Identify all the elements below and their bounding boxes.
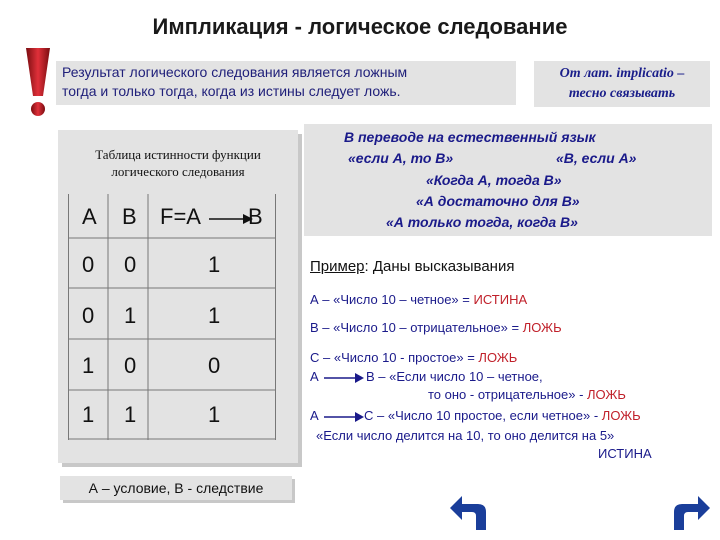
statement-d-text: «Если число делится на 10, то оно делится на 5» (316, 428, 615, 443)
header-a: A (82, 204, 97, 229)
statement-a-text: А – «Число 10 – четное» = (310, 292, 474, 307)
cell-r4-f: 1 (208, 402, 221, 427)
example-heading-rest: : Даны высказывания (364, 258, 515, 275)
cell-r1-b: 0 (124, 252, 137, 277)
statement-c-value: ЛОЖЬ (478, 350, 518, 365)
truth-table-caption (60, 146, 296, 180)
statement-c-text: С – «Число 10 - простое» = (310, 350, 479, 365)
translation-line-5: «А только тогда, когда В» (386, 214, 578, 230)
truth-table-grid (68, 194, 276, 440)
statement-ab-value: ЛОЖЬ (587, 387, 626, 402)
statement-a-value: ИСТИНА (473, 292, 528, 307)
statement-c (310, 350, 517, 365)
header-b: B (122, 204, 137, 229)
implication-arrow-icon (209, 212, 253, 226)
rule-text-1: Результат логического следования является ложным (62, 64, 408, 80)
cell-r3-f: 0 (208, 353, 221, 378)
translation-box (304, 124, 712, 236)
example-heading-label: Пример (310, 258, 365, 275)
latin-line-2: тесно связывать (568, 86, 676, 101)
statement-ac-text: С – «Число 10 простое, если четное» - (364, 408, 602, 423)
statement-d-value: ИСТИНА (598, 446, 652, 461)
header-f: F=A (160, 204, 201, 229)
statement-ab-a: А (310, 369, 319, 384)
implication-arrow-icon (324, 411, 364, 423)
forward-arrow-icon[interactable] (672, 492, 712, 532)
header-b2: B (248, 204, 263, 229)
page-title: Импликация - логическое следование (152, 14, 568, 39)
latin-line-1: От лат. implicatio – (559, 66, 685, 81)
implication-arrow-icon (324, 372, 364, 384)
statement-a (310, 292, 527, 307)
translation-line-2b: «В, если А» (556, 150, 637, 166)
statement-ac-value: ЛОЖЬ (601, 408, 641, 423)
exclamation-icon (18, 42, 58, 122)
statement-ac-a: А (310, 408, 319, 423)
cell-r1-f: 1 (208, 252, 221, 277)
cell-r2-f: 1 (208, 303, 221, 328)
statement-ab-line2 (428, 387, 626, 402)
cell-r3-a: 1 (82, 353, 95, 378)
cell-r2-b: 1 (124, 303, 137, 328)
latin-origin-box (534, 61, 710, 107)
rule-text-2: тогда и только тогда, когда из истины следует ложь. (62, 83, 401, 99)
statement-b (310, 320, 562, 335)
example-heading (310, 258, 514, 275)
translation-line-2a: «если А, то В» (348, 150, 454, 166)
statement-ab-text2: то оно - отрицательное» - (428, 387, 588, 402)
cell-r4-a: 1 (82, 402, 95, 427)
cell-r3-b: 0 (124, 353, 137, 378)
truth-table (68, 194, 276, 440)
statement-b-text: В – «Число 10 – отрицательное» = (310, 320, 523, 335)
cell-r1-a: 0 (82, 252, 95, 277)
statement-ab-text: В – «Если число 10 – четное, (366, 369, 543, 384)
translation-line-4: «А достаточно для В» (416, 193, 580, 209)
cell-r4-b: 1 (124, 402, 137, 427)
statement-ac (364, 408, 641, 423)
caption-line-2: логического следования (111, 164, 245, 179)
rule-box (56, 61, 516, 105)
back-arrow-icon[interactable] (448, 492, 488, 532)
translation-line-3: «Когда А, тогда В» (426, 172, 562, 188)
caption-line-1: Таблица истинности функции (95, 147, 261, 162)
translation-line-1: В переводе на естественный язык (344, 129, 596, 145)
cell-r2-a: 0 (82, 303, 95, 328)
table-footnote: А – условие, В - следствие (60, 476, 292, 500)
statement-b-value: ЛОЖЬ (522, 320, 562, 335)
